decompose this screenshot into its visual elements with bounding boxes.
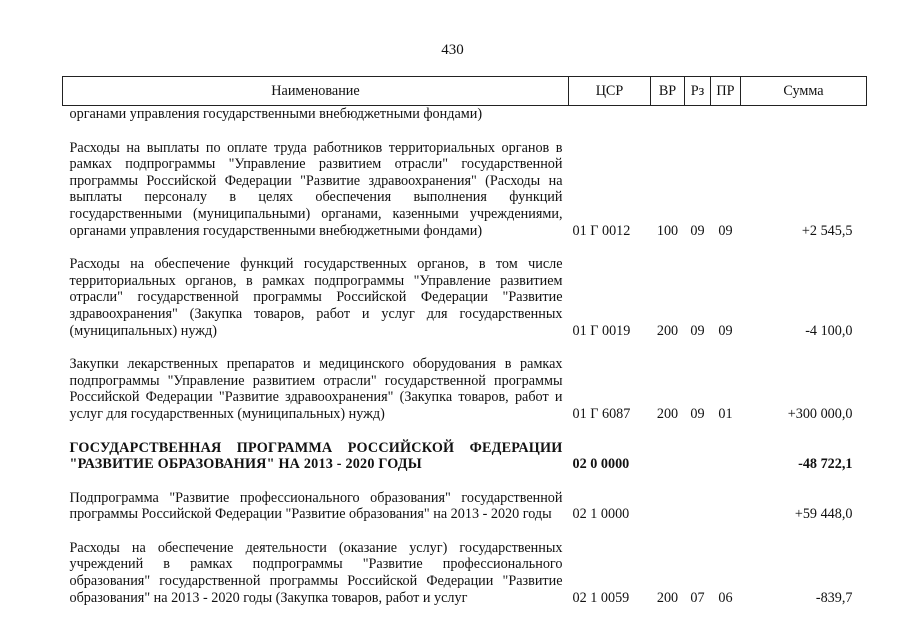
row-vr: 200 (656, 589, 679, 606)
row-rz (685, 106, 711, 123)
row-csr: 02 0 0000 (572, 456, 630, 473)
table-row (63, 106, 867, 123)
row-csr: 01 Г 0019 (572, 322, 631, 339)
row-pr: 01 (718, 405, 733, 422)
row-sum: -4 100,0 (805, 322, 853, 339)
row-csr (569, 106, 651, 123)
row-vr: 200 (656, 322, 679, 339)
table-row (63, 356, 867, 422)
row-pr: 09 (718, 322, 733, 339)
row-name: органами управления государственными внебюджетными фондами) (69, 106, 483, 122)
budget-table (62, 76, 867, 606)
table-row-program (63, 440, 867, 473)
row-rz (685, 490, 711, 523)
row-pr: 09 (718, 222, 733, 239)
row-rz: 09 (690, 322, 705, 339)
header-csr: ЦСР (569, 77, 651, 106)
row-name: ГОСУДАРСТВЕННАЯ ПРОГРАММА РОССИЙСКОЙ ФЕДЕРАЦИИ "РАЗВИТИЕ ОБРАЗОВАНИЯ" НА 2013 - 2020 ГОДЫ (69, 439, 563, 473)
row-sum: +300 000,0 (787, 405, 853, 422)
table-body (63, 106, 867, 607)
header-pr: ПР (711, 77, 741, 106)
row-sum: -839,7 (815, 589, 853, 606)
row-pr (711, 440, 741, 473)
header-sum: Сумма (741, 77, 867, 106)
row-rz: 09 (690, 222, 705, 239)
row-vr (651, 490, 685, 523)
row-pr (711, 490, 741, 523)
row-vr (651, 106, 685, 123)
row-pr (711, 106, 741, 123)
row-spacer (63, 123, 867, 140)
row-name: Закупки лекарственных препаратов и медицинского оборудования в рамках подпрограммы "Управление развитием отрасли" государственной программы Российской Федерации "Развитие здравоохранения" (Закупка товаров, работ и услуг для государственных (муниципальных) нужд) (69, 356, 563, 422)
row-vr: 200 (656, 405, 679, 422)
row-name: Подпрограмма "Развитие профессионального образования" государственной программы Российской Федерации "Развитие образования" на 2013 - 2020 годы (69, 489, 563, 523)
row-vr: 100 (656, 222, 679, 239)
header-rz: Рз (685, 77, 711, 106)
budget-table-container (62, 76, 866, 606)
row-sum: +2 545,5 (801, 222, 853, 239)
row-sum (741, 106, 867, 123)
row-csr: 01 Г 6087 (572, 405, 631, 422)
table-row (63, 256, 867, 339)
row-sum: +59 448,0 (794, 506, 853, 523)
row-rz (685, 440, 711, 473)
row-vr (651, 440, 685, 473)
table-row (63, 490, 867, 523)
row-csr: 01 Г 0012 (572, 222, 631, 239)
header-name: Наименование (63, 77, 569, 106)
row-spacer (63, 423, 867, 440)
row-spacer (63, 473, 867, 490)
row-name: Расходы на обеспечение функций государственных органов, в том числе территориальных органов, в рамках подпрограммы "Управление развитием отрасли" государственной программы Российской Федерации "Развитие здравоохранения" (Закупка товаров, работ и услуг для государственных (муниципальных) нужд) (69, 256, 563, 339)
header-vr: ВР (651, 77, 685, 106)
row-csr: 02 1 0000 (572, 506, 630, 523)
row-spacer (63, 523, 867, 540)
page-number: 430 (441, 42, 464, 58)
row-rz: 09 (690, 405, 705, 422)
row-name: Расходы на обеспечение деятельности (оказание услуг) государственных учреждений в рамках подпрограммы "Развитие профессионального образования" государственной программы Российской Федерации "Развитие образования" на 2013 - 2020 годы (Закупка товаров, работ и услуг (69, 539, 563, 606)
row-spacer (63, 239, 867, 256)
row-name: Расходы на выплаты по оплате труда работников территориальных органов в рамках подпрограммы "Управление развитием отрасли" государственной программы Российской Федерации "Развитие здравоохранения" (Расходы на выплаты персоналу в целях обеспечения выполнения функций государственными (муниципальными) органами, казенными учреждениями, органами управления государственными внебюджетными фондами) (69, 139, 563, 239)
header-row (63, 77, 867, 106)
row-pr: 06 (718, 589, 733, 606)
table-row (63, 140, 867, 240)
row-rz: 07 (690, 589, 705, 606)
row-csr: 02 1 0059 (572, 589, 630, 606)
row-sum: -48 722,1 (798, 456, 853, 473)
table-row (63, 540, 867, 606)
row-spacer (63, 339, 867, 356)
table-header (63, 77, 867, 106)
